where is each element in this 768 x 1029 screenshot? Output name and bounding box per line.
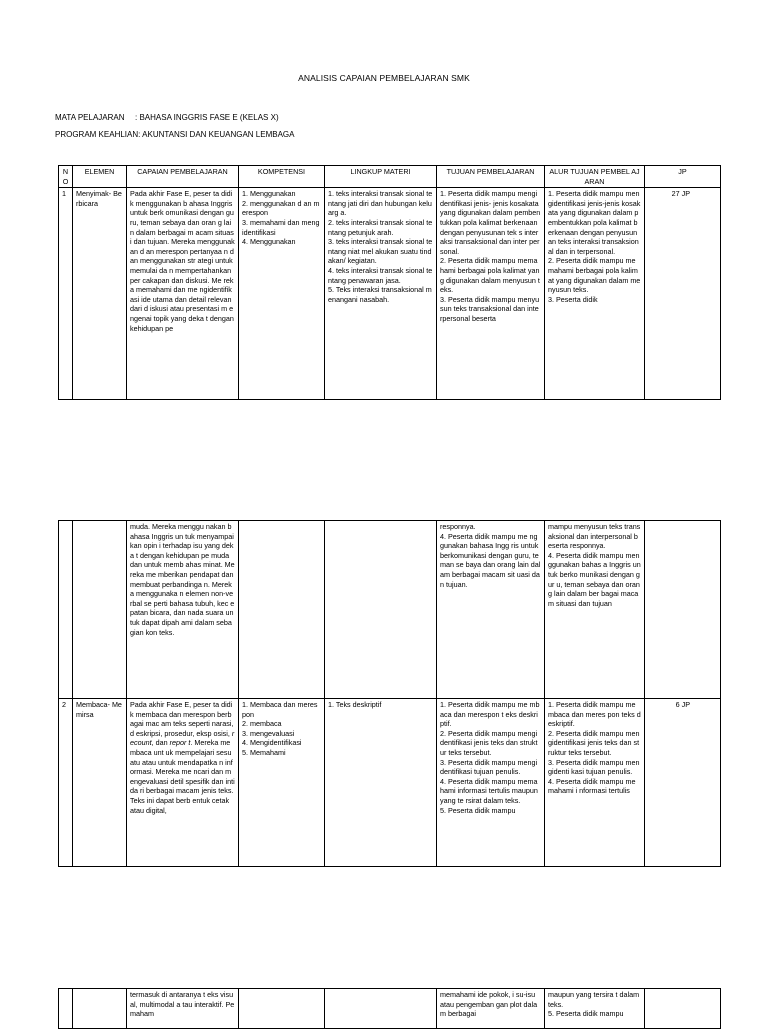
- header-tujuan: TUJUAN PEMBELAJARAN: [437, 166, 545, 188]
- analysis-table-part3: [58, 988, 721, 1029]
- row1-lingkup: 1. teks interaksi transak sional tentang jati diri dan hubungan keluarg a. 2. teks interaksi transak sional tentang petunjuk arah. 3. teks interaksi transak sional tentang niat mel akukan suatu tindakan/ kegiatan. 4. teks interaksi transak sional tentang penawaran jasa. 5. Teks interaksi transaksional menangani nasabah.: [325, 188, 437, 400]
- row1-capaian: Pada akhir Fase E, peser ta didik menggunakan b ahasa Inggris untuk berk omunikasi dengan guru, teman sebaya dan oran g lain dalam berbagai m acam situasi dan tujuan. Mereka menggunakan d an merespon pertanyaa n dan menggunakan str ategi untuk memulai da n mempertahankan per cakapan dan diskusi. Me reka memahami dan me ngidentifikasi ide utama dan detail relevan dari d iskusi atau presentasi m engenai topik yang deka t dengan kehidupan pe: [127, 188, 239, 400]
- header-kompetensi: KOMPETENSI: [239, 166, 325, 188]
- table-row: [59, 699, 721, 867]
- mata-pelajaran-label: MATA PELAJARAN: [55, 113, 125, 122]
- header-jp: JP: [645, 166, 721, 188]
- row1-kompetensi: 1. Menggunakan 2. menggunakan d an merespon 3. memahami dan mengidentifikasi 4. Menggunakan: [239, 188, 325, 400]
- row2-jp: 6 JP: [645, 699, 721, 867]
- row1-elemen: Menyimak- Berbicara: [73, 188, 127, 400]
- row2-kompetensi: 1. Membaca dan merespon 2. membaca 3. mengevaluasi 4. Mengidentifikasi 5. Memahami: [239, 699, 325, 867]
- header-no: N O: [59, 166, 73, 188]
- mata-pelajaran-row: [55, 113, 279, 122]
- table-row: [59, 989, 721, 1029]
- document-title: ANALISIS CAPAIAN PEMBELAJARAN SMK: [298, 73, 470, 83]
- cont2-alur: maupun yang tersira t dalam teks. 5. Peserta didik mampu: [545, 989, 645, 1029]
- analysis-table-part2: [58, 520, 721, 867]
- row2-elemen: Membaca- Memirsa: [73, 699, 127, 867]
- analysis-table-part1: [58, 165, 721, 400]
- row2-lingkup: 1. Teks deskriptif: [325, 699, 437, 867]
- row1-tujuan: 1. Peserta didik mampu mengidentifikasi jenis- jenis kosakata yang digunakan dalam pembentukkan pola kalimat berkenaan dengan penyusunan tek s interaksi transaksional dan inter personal. 2. Peserta didik mampu memahami berbagai pola kalimat yang digunakan dalam menyusun teks. 3. Peserta didik mampu menyusun teks transaksional dan interpersonal beserta: [437, 188, 545, 400]
- cont1-capaian: muda. Mereka menggu nakan bahasa Inggris un tuk menyampaikan opin i terhadap isu yang deka t dengan kehidupan pe muda dan untuk memb ahas minat. Mereka me mberikan pendapat dan membuat perbandinga n. Mereka menggunaka n elemen non-verbal se perti bahasa tubuh, kec epatan bicara, dan nada suara untuk dapat dipah ami dalam sebagian kon teks.: [127, 521, 239, 699]
- header-alur: ALUR TUJUAN PEMBEL AJARAN: [545, 166, 645, 188]
- row2-alur: 1. Peserta didik mampu membaca dan meres pon teks deskriptif. 2. Peserta didik mampu mengidentifikasi jenis teks dan struktur teks tersebut. 3. Peserta didik mampu mengidenti kasi tujuan penulis. 4. Peserta didik mampu memahami i nformasi tertulis: [545, 699, 645, 867]
- table-row: [59, 521, 721, 699]
- mata-pelajaran-value: : BAHASA INGGRIS FASE E (KELAS X): [135, 113, 279, 122]
- table-row: [59, 188, 721, 400]
- program-keahlian-row: [55, 130, 294, 139]
- cont1-alur: mampu menyusun teks transaksional dan interpersonal beserta responnya. 4. Peserta didik mampu menggunakan bahas a Inggris untuk berko munikasi dengan gur u, teman sebaya dan orang lain dalam ber bagai macam situasi dan tujuan: [545, 521, 645, 699]
- row1-alur: 1. Peserta didik mampu mengidentifikasi jenis-jenis kosakata yang digunakan dalam pembentukkan pola kalimat berkenaan dengan penyusunan teks interaksi transaksional dan in terpersonal. 2. Peserta didik mampu memahami berbagai pola kalimat yang digunakan dalam menyusun teks. 3. Peserta didik: [545, 188, 645, 400]
- header-capaian: CAPAIAN PEMBELAJARAN: [127, 166, 239, 188]
- cont2-capaian: termasuk di antaranya t eks visual, multimodal a tau interaktif. Pemaham: [127, 989, 239, 1029]
- row2-tujuan: 1. Peserta didik mampu me mbaca dan merespon t eks deskriptif. 2. Peserta didik mampu mengidentifikasi jenis teks dan struktur teks tersebut. 3. Peserta didik mampu mengidentifikasi tujuan penulis. 4. Peserta didik mampu memahami informasi tertulis maupun yang te rsirat dalam teks. 5. Peserta didik mampu: [437, 699, 545, 867]
- header-elemen: ELEMEN: [73, 166, 127, 188]
- report-term: repor t: [169, 738, 191, 748]
- header-lingkup: LINGKUP MATERI: [325, 166, 437, 188]
- table-header-row: [59, 166, 721, 188]
- cont2-tujuan: memahami ide pokok, i su-isu atau pengemban gan plot dalam berbagai: [437, 989, 545, 1029]
- program-keahlian-label: PROGRAM KEAHLIAN: [55, 130, 139, 139]
- program-keahlian-value: : AKUNTANSI DAN KEUANGAN LEMBAGA: [138, 130, 295, 139]
- cont1-tujuan: responnya. 4. Peserta didik mampu me nggunakan bahasa Ingg ris untuk berkomunikasi dengan guru, teman se baya dan orang lain dal am berbagai macam sit uasi dan tujuan.: [437, 521, 545, 699]
- row1-no: 1: [59, 188, 73, 400]
- row2-no: 2: [59, 699, 73, 867]
- row2-capaian: Pada akhir Fase E, peser ta didik membaca dan merespon berbagai mac am teks seperti narasi, d eskripsi, prosedur, eksp osisi, recount, dan repor t. Mereka membaca unt uk mempelajari sesuatu atau untuk mendapatka n informasi. Mereka me ncari dan mengevaluasi detil spesifik dan inti da ri berbagai macam jenis teks. Teks ini dapat berb entuk cetak atau digital,: [127, 699, 239, 867]
- recount-term: recount: [130, 728, 235, 748]
- row1-jp: 27 JP: [645, 188, 721, 400]
